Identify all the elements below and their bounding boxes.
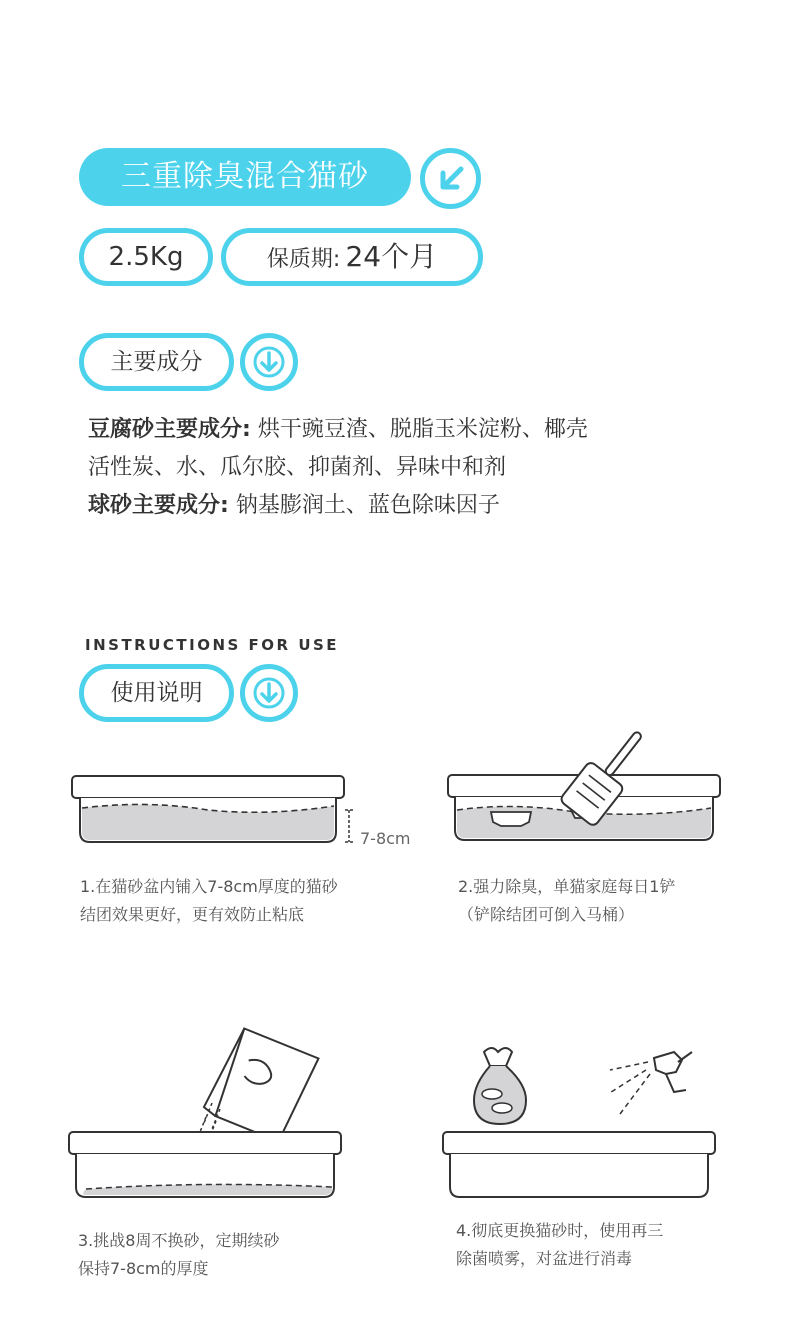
step-4-caption xyxy=(456,1217,663,1273)
step-2-line1: 2.强力除臭，单猫家庭每日1铲 xyxy=(458,877,676,896)
arrow-down-icon[interactable] xyxy=(240,333,298,391)
instructions-english-heading: INSTRUCTIONS FOR USE xyxy=(85,636,340,654)
step-2-line2: （铲除结团可倒入马桶） xyxy=(458,905,635,924)
shelf-life-value: 24个月 xyxy=(345,240,438,273)
ball-ingredients-value: 钠基膨润土、蓝色除味因子 xyxy=(235,493,500,518)
litter-refill-illustration xyxy=(66,1025,351,1205)
step-3-caption xyxy=(78,1227,279,1283)
tofu-ingredients-line2: 活性炭、水、瓜尔胶、抑菌剂、异味中和剂 xyxy=(88,455,507,480)
step-3-line2: 保持7-8cm的厚度 xyxy=(78,1259,209,1278)
ball-ingredients-line xyxy=(88,488,500,519)
ingredients-label-text: 主要成分 xyxy=(110,349,203,375)
disinfect-illustration xyxy=(440,1040,725,1205)
step-1-line2: 结团效果更好，更有效防止粘底 xyxy=(80,905,305,924)
litter-box-scoop-illustration xyxy=(445,730,725,845)
step-1-line1: 1.在猫砂盆内铺入7-8cm厚度的猫砂 xyxy=(80,877,338,896)
arrow-down-left-icon[interactable] xyxy=(420,148,481,209)
tofu-ingredients-line1 xyxy=(88,412,588,443)
weight-badge xyxy=(79,228,213,286)
weight-value: 2.5Kg xyxy=(108,242,184,272)
step-4-line2: 除菌喷雾，对盆进行消毒 xyxy=(456,1249,633,1268)
step-4-line1: 4.彻底更换猫砂时，使用再三 xyxy=(456,1221,664,1240)
depth-label: 7-8cm xyxy=(360,829,411,848)
instructions-label-text: 使用说明 xyxy=(110,680,203,706)
shelf-life-label: 保质期: xyxy=(266,247,341,272)
tofu-ingredients-value: 烘干豌豆渣、脱脂玉米淀粉、椰壳 xyxy=(257,417,588,442)
tofu-ingredients-label: 豆腐砂主要成分: xyxy=(88,417,251,442)
product-title: 三重除臭混合猫砂 xyxy=(79,148,411,206)
step-2-caption xyxy=(458,873,675,929)
step-1-caption xyxy=(80,873,338,929)
ball-ingredients-label: 球砂主要成分: xyxy=(88,493,229,518)
step-3-line1: 3.挑战8周不换砂，定期续砂 xyxy=(78,1231,280,1250)
arrow-down-icon[interactable] xyxy=(240,664,298,722)
instructions-label xyxy=(79,664,234,722)
ingredients-label xyxy=(79,333,234,391)
shelf-life-badge xyxy=(221,228,483,286)
